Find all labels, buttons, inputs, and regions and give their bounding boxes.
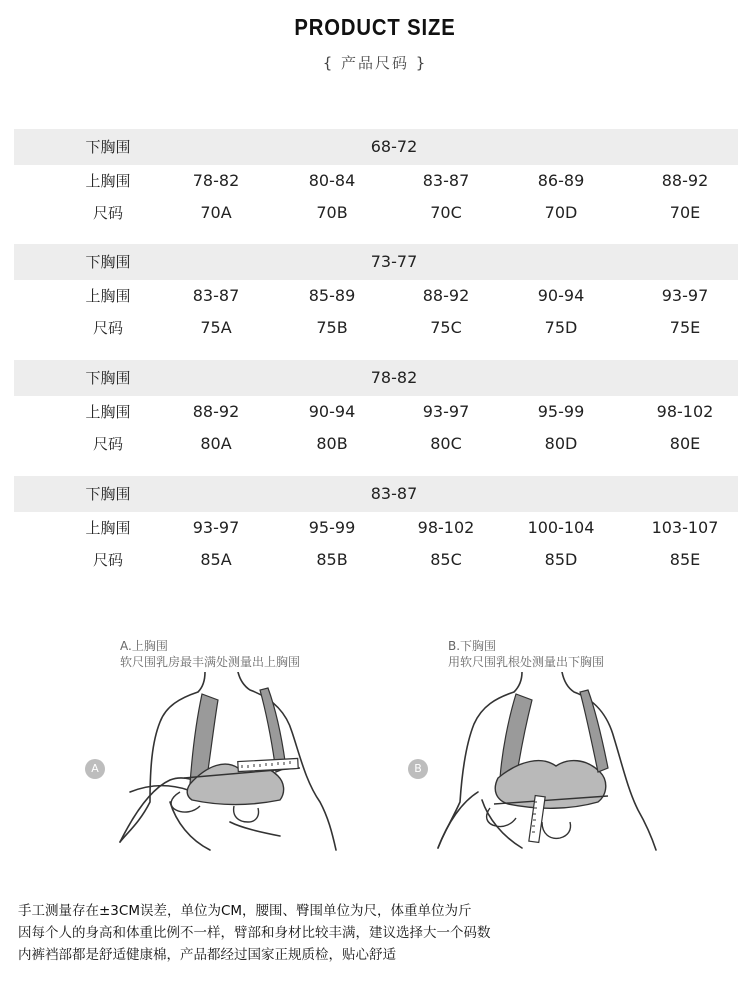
size-value: 80D bbox=[544, 434, 578, 453]
upper-bust-value: 80-84 bbox=[308, 171, 356, 190]
upper-bust-value: 93-97 bbox=[661, 286, 709, 305]
page-subtitle: { 产品尺码 } bbox=[322, 54, 428, 72]
upper-bust-label: 上胸围 bbox=[85, 287, 131, 305]
upper-bust-value: 90-94 bbox=[537, 286, 585, 305]
under-bust-row bbox=[14, 129, 738, 165]
size-group-75 bbox=[14, 244, 738, 344]
size-value: 70E bbox=[669, 203, 701, 222]
size-value: 80C bbox=[430, 434, 462, 453]
size-label: 尺码 bbox=[92, 204, 123, 222]
size-row bbox=[14, 428, 738, 460]
size-value: 75D bbox=[544, 318, 578, 337]
upper-bust-value: 93-97 bbox=[192, 518, 240, 537]
size-row bbox=[14, 312, 738, 344]
under-bust-value: 68-72 bbox=[370, 137, 418, 156]
size-value: 70D bbox=[544, 203, 578, 222]
upper-bust-value: 86-89 bbox=[537, 171, 585, 190]
size-value: 70C bbox=[430, 203, 462, 222]
upper-bust-label: 上胸围 bbox=[85, 172, 131, 190]
upper-bust-value: 85-89 bbox=[308, 286, 356, 305]
size-group-85 bbox=[14, 476, 738, 576]
under-bust-value: 83-87 bbox=[370, 484, 418, 503]
size-label: 尺码 bbox=[92, 435, 123, 453]
under-bust-label: 下胸围 bbox=[85, 485, 131, 503]
upper-bust-label: 上胸围 bbox=[85, 403, 131, 421]
size-value: 75A bbox=[200, 318, 232, 337]
illustration-a-caption bbox=[120, 638, 300, 670]
illustration-a-title: A.上胸围 bbox=[120, 639, 168, 653]
illustration-b-desc: 用软尺围乳根处测量出下胸围 bbox=[448, 655, 605, 669]
upper-bust-value: 83-87 bbox=[422, 171, 470, 190]
size-value: 75E bbox=[669, 318, 701, 337]
upper-bust-value: 98-102 bbox=[417, 518, 475, 537]
size-row bbox=[14, 197, 738, 229]
under-bust-value: 73-77 bbox=[370, 252, 418, 271]
under-bust-measuring-illustration bbox=[432, 672, 662, 852]
upper-bust-row bbox=[14, 280, 738, 312]
note-line: 因每个人的身高和体重比例不一样，臂部和身材比较丰满，建议选择大一个码数 bbox=[18, 925, 491, 941]
under-bust-label: 下胸围 bbox=[85, 369, 131, 387]
size-value: 80A bbox=[200, 434, 232, 453]
upper-bust-value: 88-92 bbox=[192, 402, 240, 421]
size-label: 尺码 bbox=[92, 551, 123, 569]
upper-bust-value: 95-99 bbox=[537, 402, 585, 421]
size-value: 85B bbox=[316, 550, 348, 569]
upper-bust-value: 83-87 bbox=[192, 286, 240, 305]
size-value: 85E bbox=[669, 550, 701, 569]
under-bust-row bbox=[14, 244, 738, 280]
size-value: 85C bbox=[430, 550, 462, 569]
illustration-b-title: B.下胸围 bbox=[448, 639, 497, 653]
upper-bust-measuring-illustration bbox=[110, 672, 340, 852]
upper-bust-label: 上胸围 bbox=[85, 519, 131, 537]
under-bust-row bbox=[14, 476, 738, 512]
upper-bust-row bbox=[14, 512, 738, 544]
badge-b: B bbox=[408, 759, 428, 779]
note-line: 手工测量存在±3CM误差，单位为CM，腰围、臀围单位为尺，体重单位为斤 bbox=[18, 903, 472, 919]
size-value: 70A bbox=[200, 203, 232, 222]
upper-bust-value: 88-92 bbox=[661, 171, 709, 190]
size-value: 75B bbox=[316, 318, 348, 337]
under-bust-row bbox=[14, 360, 738, 396]
upper-bust-value: 103-107 bbox=[651, 518, 719, 537]
size-group-80 bbox=[14, 360, 738, 460]
upper-bust-value: 88-92 bbox=[422, 286, 470, 305]
size-row bbox=[14, 544, 738, 576]
illustration-b-caption bbox=[448, 638, 604, 670]
upper-bust-value: 100-104 bbox=[527, 518, 595, 537]
size-label: 尺码 bbox=[92, 319, 123, 337]
under-bust-label: 下胸围 bbox=[85, 138, 131, 156]
upper-bust-value: 93-97 bbox=[422, 402, 470, 421]
size-value: 80E bbox=[669, 434, 701, 453]
size-value: 85A bbox=[200, 550, 232, 569]
under-bust-value: 78-82 bbox=[370, 368, 418, 387]
upper-bust-value: 98-102 bbox=[656, 402, 714, 421]
size-value: 85D bbox=[544, 550, 578, 569]
upper-bust-value: 95-99 bbox=[308, 518, 356, 537]
size-group-70 bbox=[14, 129, 738, 229]
upper-bust-value: 78-82 bbox=[192, 171, 240, 190]
note-line: 内裤裆部都是舒适健康棉，产品都经过国家正规质检，贴心舒适 bbox=[18, 947, 396, 963]
size-value: 70B bbox=[316, 203, 348, 222]
illustration-a-desc: 软尺围乳房最丰满处测量出上胸围 bbox=[120, 655, 301, 669]
page-title: PRODUCT SIZE bbox=[294, 14, 456, 40]
upper-bust-row bbox=[14, 165, 738, 197]
upper-bust-row bbox=[14, 396, 738, 428]
size-value: 75C bbox=[430, 318, 462, 337]
under-bust-label: 下胸围 bbox=[85, 253, 131, 271]
measurement-notes bbox=[18, 900, 738, 966]
upper-bust-value: 90-94 bbox=[308, 402, 356, 421]
badge-a: A bbox=[85, 759, 105, 779]
size-value: 80B bbox=[316, 434, 348, 453]
